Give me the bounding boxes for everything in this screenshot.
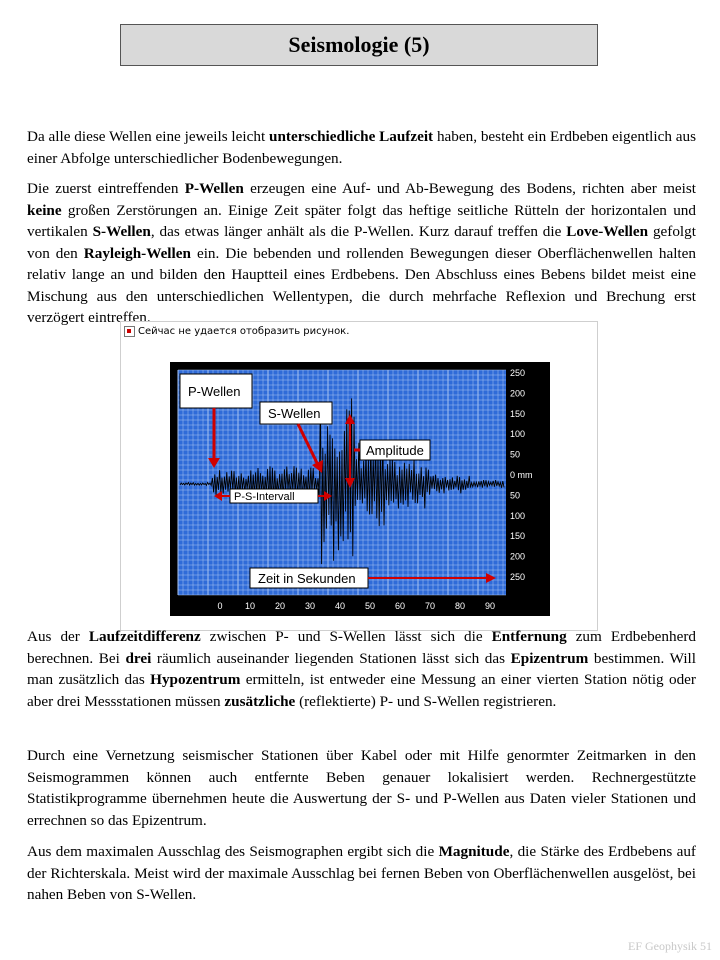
- x-tick-label: 30: [304, 601, 316, 611]
- x-tick-label: 20: [274, 601, 286, 611]
- broken-image-placeholder: [124, 326, 349, 337]
- text-run: Die zuerst eintreffenden: [27, 180, 185, 197]
- text-run: gefolgt von den: [27, 223, 696, 262]
- paragraph-laufzeit: [27, 126, 696, 169]
- text-run: , das etwas länger anhält als die P-Wellen. Kurz darauf treffen die: [150, 223, 567, 240]
- y-tick-label: 0 mm: [510, 470, 533, 480]
- text-run: erzeugen eine Auf- und Ab-Bewegung des Bodens, richten aber meist: [243, 180, 696, 197]
- y-tick-label: 200: [510, 551, 526, 562]
- y-tick-label: 200: [510, 388, 526, 399]
- broken-image-icon: [124, 326, 135, 337]
- page-title: Seismologie (5): [288, 32, 430, 57]
- bold-term: Magnitude: [438, 843, 510, 860]
- y-tick-label: 150: [510, 531, 526, 542]
- amplitude-label: Amplitude: [366, 443, 424, 458]
- text-run: zwischen P- und S-Wellen lässt sich die: [200, 628, 492, 645]
- y-tick-label: 250: [510, 368, 526, 378]
- footer-page-label: EF Geophysik 51: [628, 939, 712, 953]
- x-tick-label: 90: [484, 601, 496, 611]
- seismogram: [170, 362, 550, 616]
- text-run: zum Erdbebenherd berechnen. Bei: [27, 628, 697, 667]
- bold-term: keine: [27, 201, 62, 219]
- x-tick-label: 40: [334, 601, 346, 611]
- x-tick-label: 70: [424, 601, 436, 611]
- y-tick-label: 100: [510, 510, 526, 521]
- y-tick-label: 50: [510, 449, 521, 460]
- bold-term: Hypozentrum: [150, 671, 241, 688]
- y-tick-label: 50: [510, 490, 521, 501]
- bold-term: P-Wellen: [184, 180, 244, 197]
- bold-term: drei: [125, 649, 152, 667]
- s-wellen-label: S-Wellen: [268, 406, 321, 421]
- text-run: ein. Die bebenden und rollenden Bewegungen dieser Oberflächenwellen halten relativ lange an und bilden den Hauptteil eines Erdbebens. Den Abschluss eines Bebens bildet meist eine Mischung aus den unterschiedlichen Wellentypen, die durch mehrfache Reflexion und Brechung erst verzögert eintreffen.: [27, 244, 696, 326]
- text-run: haben, besteht ein Erdbeben eigentlich aus einer Abfolge unterschiedlicher Bodenbewegungen.: [27, 128, 697, 167]
- bold-term: Love-Wellen: [566, 223, 649, 240]
- paragraph-wellen: [27, 178, 696, 329]
- x-tick-label: 10: [244, 601, 256, 611]
- text-run: Durch eine Vernetzung seismischer Stationen über Kabel oder mit Hilfe genormter Zeitmarken in den Seismogrammen können auch entfernte Beben genauer lokalisiert werden. Rechnergestützte Statistikprogramme übernehmen heute die Auswertung der S- und P-Wellen aus Daten vieler Stationen und errechnen so das Epizentrum.: [27, 747, 696, 829]
- zeit-label: Zeit in Sekunden: [258, 571, 356, 586]
- ps-intervall-label: P-S-Intervall: [234, 491, 295, 503]
- paragraph-vernetzung: [27, 745, 696, 831]
- p-wellen-label: P-Wellen: [188, 384, 241, 399]
- text-run: räumlich auseinander liegenden Stationen lässt sich das: [151, 649, 511, 667]
- y-tick-label: 100: [510, 429, 526, 440]
- y-tick-label: 250: [510, 572, 526, 582]
- bold-term: Epizentrum: [510, 649, 589, 667]
- x-tick-label: 60: [394, 601, 406, 611]
- bold-term: Rayleigh-Wellen: [83, 244, 191, 262]
- bold-term: Laufzeitdifferenz: [88, 628, 201, 645]
- bold-term: Entfernung: [491, 628, 567, 645]
- x-tick-label: 0: [217, 601, 223, 611]
- text-run: großen Zerstörungen an. Einige Zeit später folgt das heftige seitliche Rütteln der horizontalen und vertikalen: [27, 201, 696, 240]
- bold-term: S-Wellen: [92, 223, 151, 240]
- paragraph-magnitude: [27, 841, 696, 906]
- text-run: Da alle diese Wellen eine jeweils leicht: [27, 128, 269, 145]
- y-tick-label: 150: [510, 408, 526, 419]
- text-run: Aus dem maximalen Ausschlag des Seismographen ergibt sich die: [27, 843, 439, 860]
- x-tick-label: 50: [364, 601, 376, 611]
- title-box: [120, 24, 598, 66]
- x-tick-label: 80: [454, 601, 466, 611]
- text-run: Aus der: [27, 628, 89, 645]
- bold-term: zusätzliche: [224, 692, 296, 710]
- text-run: , die Stärke des Erdbebens auf der Richterskala. Meist wird der maximale Ausschlag bei fernen Beben von Oberflächenwellen ausgelöst, bei nahen Beben von S-Wellen.: [27, 843, 696, 903]
- text-run: bestimmen. Will man zusätzlich das: [27, 649, 696, 688]
- text-run: ermitteln, ist entweder eine Messung an einer vierten Station nötig oder aber drei Messstationen müssen: [27, 671, 696, 710]
- broken-image-text: Сейчас не удается отобразить рисунок.: [138, 326, 350, 337]
- paragraph-laufzeitdifferenz: [27, 626, 696, 712]
- bold-term: unterschiedliche Laufzeit: [269, 128, 434, 145]
- text-run: (reflektierte) P- und S-Wellen registrieren.: [295, 692, 557, 710]
